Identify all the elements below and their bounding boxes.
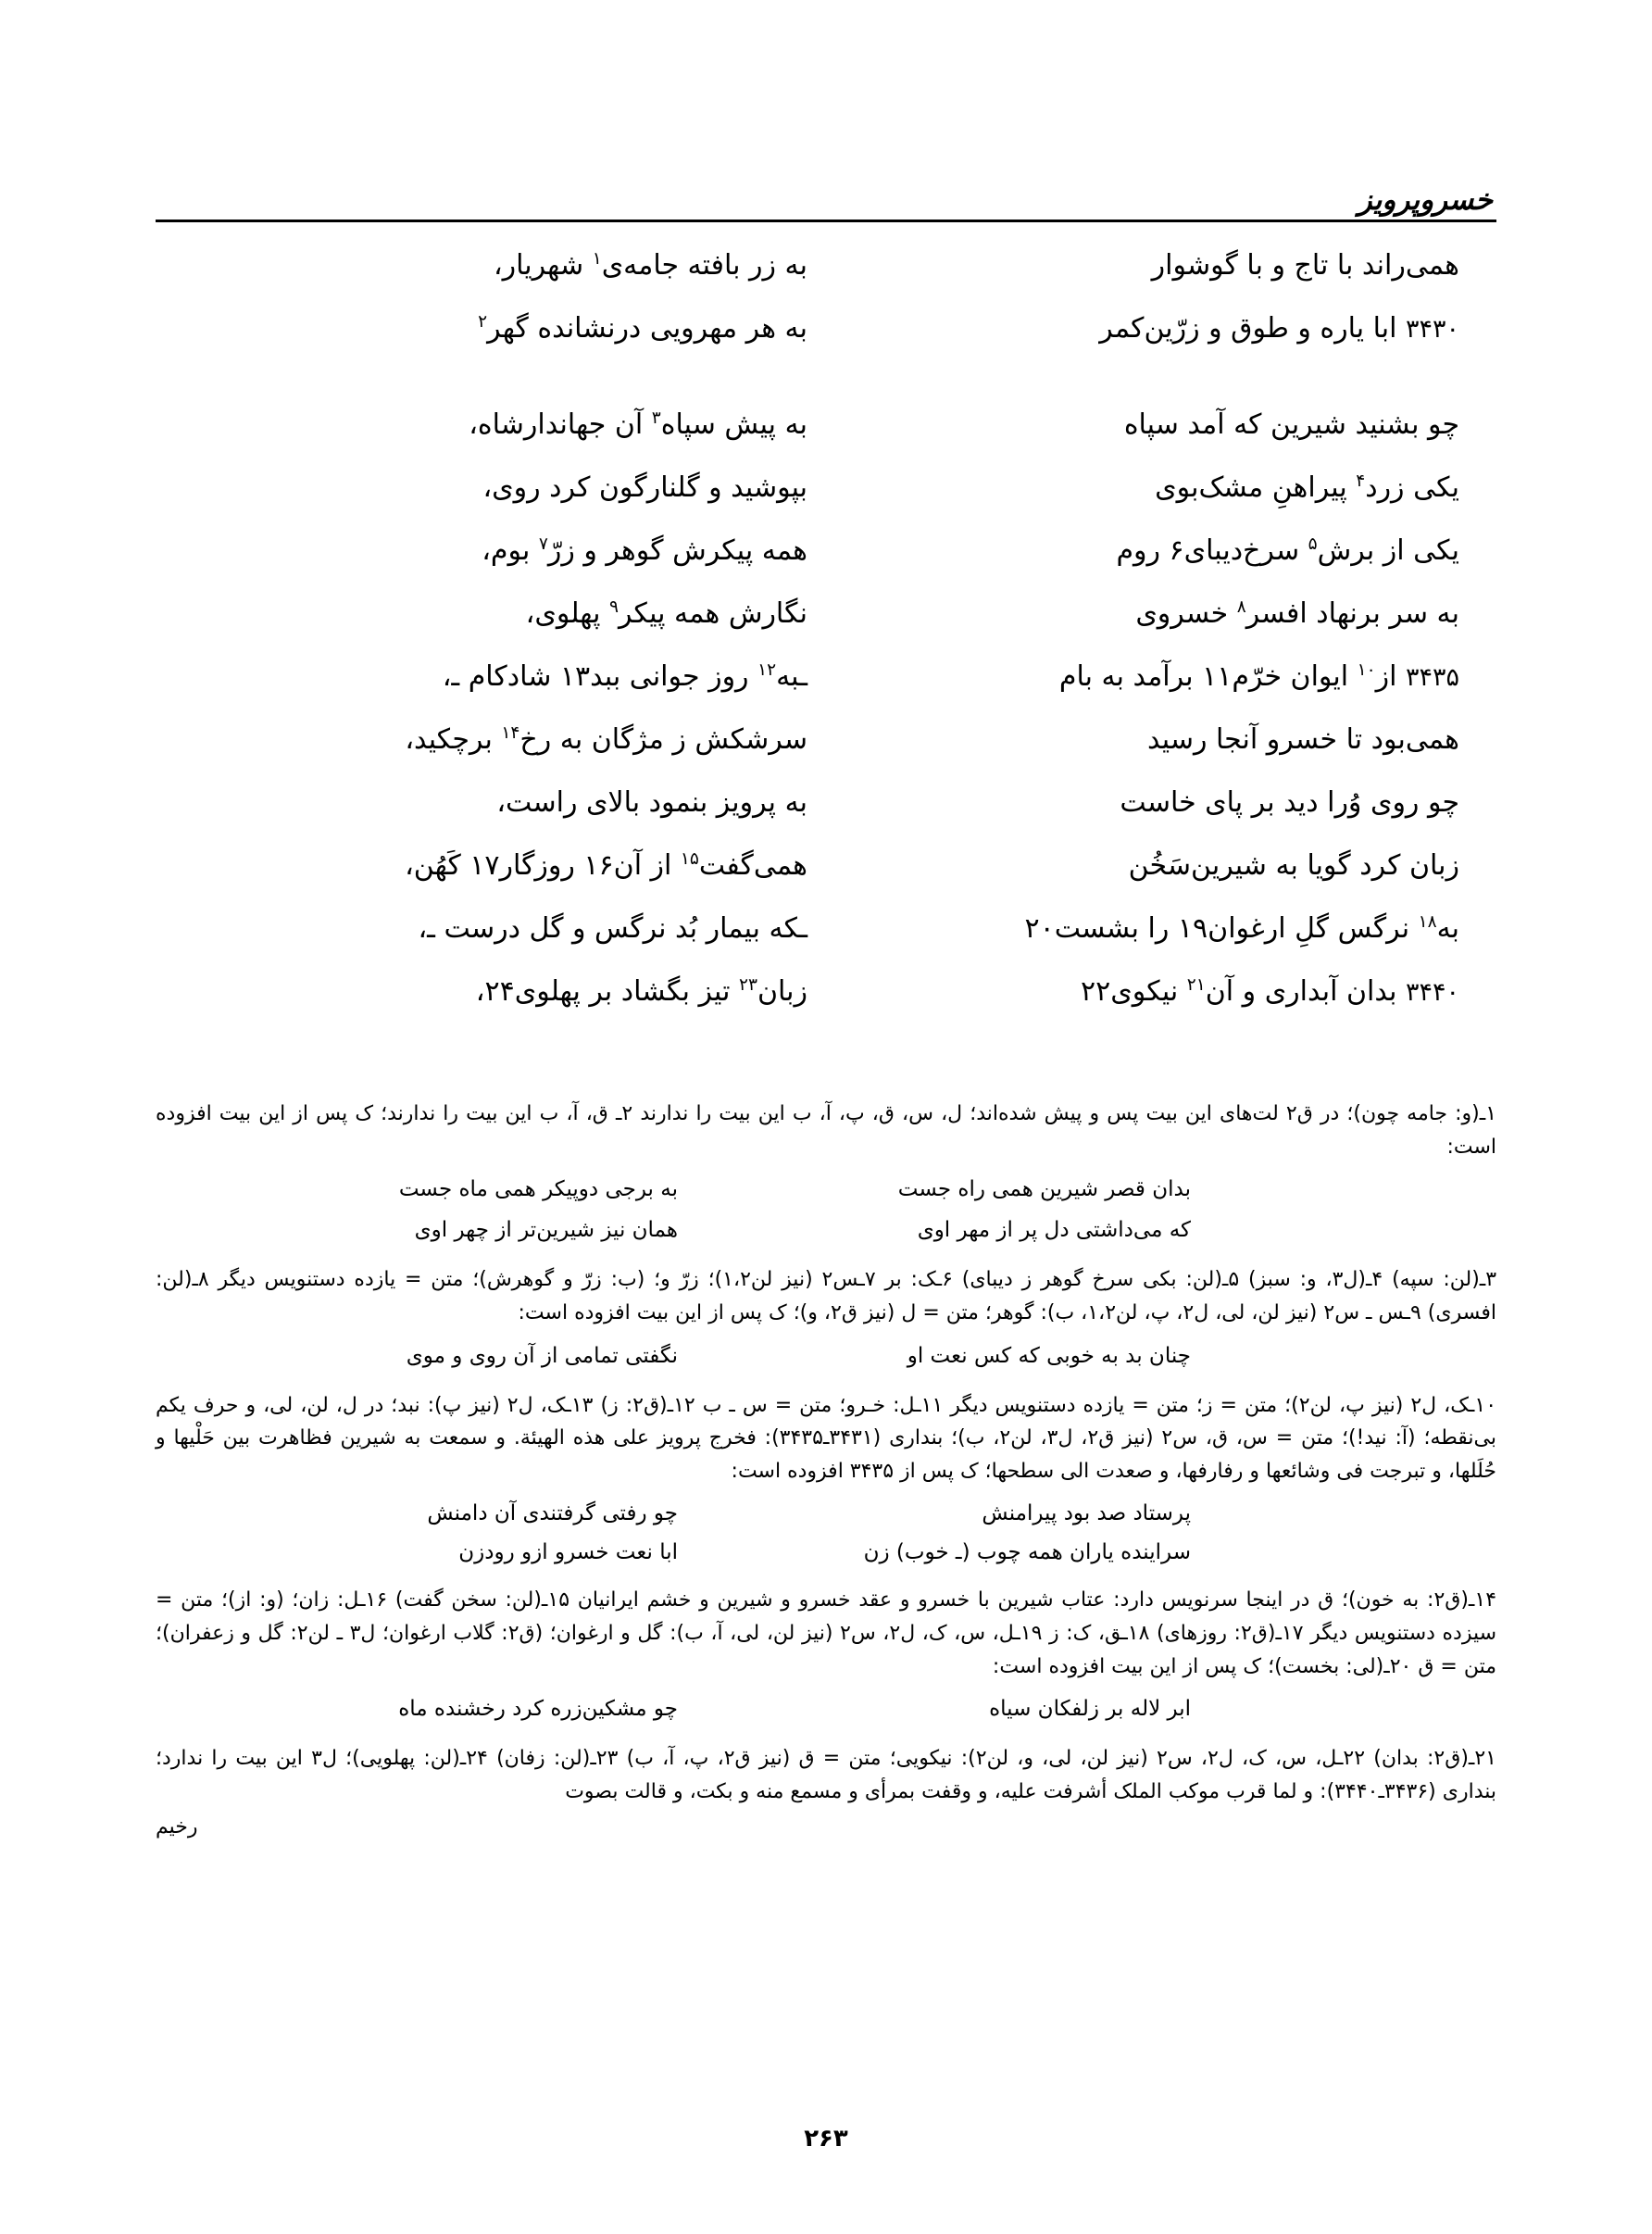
- hemistich-left: [156, 471, 826, 506]
- inset-hemistich-right: که می‌داشتی دل پر از مهر اوی: [917, 1218, 1191, 1243]
- hemistich-right: [826, 722, 1496, 758]
- footnote-paragraph: ۱۰ـک، ل۲ (نیز پ، لن۲)؛ متن = ز؛ متن = یازده دستنویس دیگر ۱۱ـل: خـرو؛ متن = س ـ ب ۱۲ـ(ق۲: ز) ۱۳ـک، ل۲ (نیز پ): نبد؛ در ل، لن، لی، و حرف یکم بی‌نقطه؛ (آ: نید!)؛ متن = س، ق، س۲ (نیز ق۲، ل۳، لن۲، ب)؛ بنداری (۳۴۳۱ـ۳۴۳۵): فخرج پرویز علی هذه الهیئة. و سمعت به شیرین فظاهرت بین حَلْیها و حُلَلها، و تبرجت فی وشائعها و رفارفها، و صعدت الی سطحها؛ ک پس از ۳۴۳۵ افزوده است:: [156, 1393, 1497, 1483]
- footnote-marker: ۴: [1356, 471, 1366, 491]
- inset-couplet-group: [156, 1173, 1496, 1254]
- footnote-marker: ۵: [1308, 534, 1318, 554]
- hemistich-right: [826, 311, 1496, 346]
- hemistich-left-text: نگارش همه پیکر: [618, 597, 807, 630]
- inset-couplet-group: [156, 1692, 1496, 1733]
- verse-line: [156, 596, 1496, 659]
- hemistich-right: [826, 471, 1496, 506]
- verse-line: [156, 722, 1496, 785]
- page-header: [156, 157, 1496, 222]
- footnote-marker: ۲: [478, 312, 488, 332]
- hemistich-left: [156, 659, 826, 695]
- inset-verse-line: [156, 1173, 1496, 1213]
- verse-number: ۳۴۳۰: [1405, 315, 1459, 344]
- inset-verse-line: [156, 1497, 1496, 1536]
- verse-line: [156, 659, 1496, 722]
- hemistich-left-text: همی‌گفت: [698, 849, 807, 882]
- verse-line: [156, 911, 1496, 974]
- hemistich-left-text: ـکه بیمار بُد نرگس و گل درست ـ،: [418, 912, 807, 945]
- inset-verse-line: [156, 1339, 1496, 1380]
- hemistich-right-text: چو روی وُرا دید بر پای خاست: [1120, 786, 1459, 819]
- footnote-marker: ۱۴: [501, 723, 520, 743]
- hemistich-right-tail: خسروی: [1135, 597, 1237, 630]
- hemistich-right: [826, 533, 1496, 569]
- hemistich-right: [826, 596, 1496, 632]
- verse-number: ۳۴۳۵: [1405, 663, 1459, 692]
- hemistich-left-text: همه پیکرش گوهر و زرّ: [547, 534, 807, 567]
- verse-line: [156, 785, 1496, 848]
- hemistich-right-tail: سرخ‌دیبای۶ روم: [1116, 534, 1308, 567]
- hemistich-right: [826, 659, 1496, 695]
- footnote-marker: ۱: [592, 249, 602, 269]
- hemistich-right-tail: ایوان خرّم۱۱ برآمد به بام: [1058, 660, 1358, 693]
- hemistich-left-tail: تیز بگشاد بر پهلوی۲۴،: [475, 975, 739, 1008]
- verse-line: [156, 848, 1496, 911]
- hemistich-left-text: به پیش سپاه: [660, 408, 807, 441]
- hemistich-right-tail: پیراهنِ مشک‌بوی: [1155, 471, 1357, 504]
- hemistich-right-text: یکی از برش: [1317, 534, 1459, 567]
- footnote-paragraph: ۳ـ(لن: سپه) ۴ـ(ل۳، و: سبز) ۵ـ(لن: بکی سرخ گوهر ز دیبای) ۶ـک: بر ۷ـس۲ (نیز لن۱،۲)؛ زرّ و؛ (ب: زرّ و گوهرش)؛ متن = یازده دستنویس دیگر ۸ـ(لن: افسری) ۹ـس ـ س۲ (نیز لن، لی، ل۲، پ، لن۱،۲، ب): گوهر؛ متن = ل (نیز ق۲، و)؛ ک پس از این بیت افزوده است:: [156, 1268, 1497, 1324]
- inset-hemistich-left: نگفتی تمامی از آن روی و موی: [406, 1343, 678, 1368]
- inset-hemistich-left: چو مشکین‌زره کرد رخشنده ماه: [398, 1697, 678, 1722]
- hemistich-right-text: زبان کرد گویا به شیرین‌سَخُن: [1128, 849, 1459, 882]
- inset-hemistich-left: همان نیز شیرین‌تر از چهر اوی: [414, 1218, 678, 1243]
- footnote-paragraph: ۱۴ـ(ق۲: به خون)؛ ق در اینجا سرنویس دارد: عتاب شیرین با خسرو و عقد خسرو و شیرین و خشم ایرانیان ۱۵ـ(لن: سخن گفت) ۱۶ـل: زان؛ (و: از)؛ متن = سیزده دستنویس دیگر ۱۷ـ(ق۲: روزهای) ۱۸ـق، ک: ز ۱۹ـل، س، ک، ل۲، س۲ (نیز لن، لی، آ، ب): گل و ارغوان؛ (ق۲: گلاب ارغوان؛ ل۳ ـ لن۲: گل و زعفران)؛ متن = ق ۲۰ـ(لی: بخست)؛ ک پس از این بیت افزوده است:: [156, 1588, 1497, 1678]
- hemistich-left: [156, 596, 826, 632]
- footnote-apparatus: [156, 1098, 1496, 1845]
- hemistich-left-text: به پرویز بنمود بالای راست،: [496, 786, 807, 819]
- verse-line: [156, 533, 1496, 596]
- hemistich-left: [156, 722, 826, 758]
- footnote-paragraph: ۲۱ـ(ق۲: بدان) ۲۲ـل، س، ک، ل۲، س۲ (نیز لن، لی، و، لن۲): نیکویی؛ متن = ق (نیز ق۲، پ، آ، ب) ۲۳ـ(لن: زفان) ۲۴ـ(لن: پهلویی)؛ ل۳ این بیت را ندارد؛ بنداری (۳۴۳۶ـ۳۴۴۰): و لما قرب موکب الملک أشرفت علیه، و وقفت بمرأی و مسمع منه و بکت، و قالت بصوت: [156, 1747, 1496, 1803]
- hemistich-left-text: ـبه: [776, 660, 807, 693]
- inset-hemistich-left: چو رفتی گرفتندی آن دامنش: [427, 1501, 678, 1526]
- hemistich-right-text: به سر برنهاد افسر: [1245, 597, 1459, 630]
- hemistich-right: [826, 785, 1496, 821]
- inset-hemistich-left: ابا نعت خسرو ازو رودزن: [458, 1540, 678, 1565]
- hemistich-left-text: زبان: [757, 975, 807, 1008]
- hemistich-left-text: به زر بافته جامه‌ی: [601, 249, 807, 282]
- inset-hemistich-right: چنان بد به خوبی که کس نعت او: [907, 1343, 1191, 1368]
- inset-hemistich-right: پرستاد صد بود پیرامنش: [982, 1501, 1191, 1526]
- inset-verse-line: [156, 1536, 1496, 1575]
- hemistich-right-text: همی‌بود تا خسرو آنجا رسید: [1147, 723, 1459, 756]
- footnote-marker: ۱۰: [1357, 660, 1376, 680]
- footnote-paragraph: ۱ـ(و: جامه چون)؛ در ق۲ لت‌های این بیت پس و پیش شده‌اند؛ ل، س، ق، پ، آ، ب این بیت را ندارند ۲ـ ق، آ، ب این بیت را ندارند؛ ک پس از این بیت افزوده است:: [156, 1102, 1497, 1159]
- hemistich-left: [156, 311, 826, 346]
- hemistich-left-text: به هر مهرویی درنشانده گهر: [487, 312, 807, 345]
- hemistich-right-text: به: [1436, 912, 1459, 945]
- hemistich-left: [156, 911, 826, 947]
- inset-couplet-group: [156, 1497, 1496, 1575]
- inset-hemistich-right: سراینده یاران همه چوب (ـ خوب) زن: [863, 1540, 1191, 1565]
- hemistich-right-text: یکی زرد: [1365, 471, 1459, 504]
- footnote-marker: ۲۳: [739, 975, 757, 995]
- verse-line: [156, 974, 1496, 1037]
- inset-verse-line: [156, 1692, 1496, 1733]
- footnote-marker: ۱۵: [680, 849, 699, 869]
- hemistich-right-text: ابا یاره و طوق و زرّین‌کمر: [1099, 312, 1397, 345]
- verse-line: [156, 311, 1496, 374]
- hemistich-left-tail: برچکید،: [405, 723, 502, 756]
- hemistich-left-text: سرشکش ز مژگان به رخ: [519, 723, 807, 756]
- hemistich-left-tail: از آن۱۶ روزگار۱۷ کَهُن،: [405, 849, 681, 882]
- footnote-paragraph-tail: رخیم: [156, 1814, 198, 1839]
- hemistich-right-text: از: [1375, 660, 1397, 693]
- inset-couplet-group: [156, 1339, 1496, 1380]
- footnote-marker: ۸: [1236, 597, 1246, 617]
- footnote-marker: ۲۱: [1186, 975, 1206, 995]
- hemistich-left: [156, 974, 826, 1010]
- verse-line: [156, 471, 1496, 533]
- hemistich-left-tail: روز جوانی ببد۱۳ شادکام ـ،: [442, 660, 758, 693]
- hemistich-left-tail: بوم،: [482, 534, 539, 567]
- verse-line: [156, 408, 1496, 471]
- inset-hemistich-left: به برجی دوپیکر همی ماه جست: [398, 1177, 678, 1202]
- hemistich-left: [156, 533, 826, 569]
- hemistich-right-text: همی‌راند با تاج و با گوشوار: [1151, 249, 1459, 282]
- hemistich-right-tail: نیکوی۲۲: [1081, 975, 1187, 1008]
- stanza: [156, 248, 1496, 374]
- footnote-marker: ۳: [651, 408, 661, 428]
- hemistich-right: [826, 911, 1496, 947]
- hemistich-right-text: بدان آبداری و آن: [1205, 975, 1397, 1008]
- hemistich-right: [826, 974, 1496, 1010]
- verse-line: [156, 248, 1496, 311]
- inset-hemistich-right: بدان قصر شیرین همی راه جست: [897, 1177, 1191, 1202]
- hemistich-left-tail: شهریار،: [493, 249, 593, 282]
- running-head-title: خسروپرویز: [1358, 183, 1493, 217]
- hemistich-left: [156, 248, 826, 283]
- footnote-marker: ۹: [608, 597, 619, 617]
- hemistich-left-tail: آن جهاندارشاه،: [469, 408, 652, 441]
- footnote-marker: ۷: [538, 534, 548, 554]
- footnote-marker: ۱۲: [757, 660, 777, 680]
- hemistich-left: [156, 408, 826, 443]
- hemistich-left-text: بپوشید و گلنارگون کرد روی،: [482, 471, 807, 504]
- footnote-marker: ۱۸: [1418, 912, 1437, 932]
- hemistich-right: [826, 848, 1496, 884]
- header-rule: [156, 220, 1496, 222]
- hemistich-left: [156, 785, 826, 821]
- verse-number: ۳۴۴۰: [1405, 978, 1459, 1007]
- inset-verse-line: [156, 1213, 1496, 1254]
- hemistich-right: [826, 248, 1496, 283]
- hemistich-left: [156, 848, 826, 884]
- inset-hemistich-right: ابر لاله بر زلفکان سیاه: [989, 1697, 1191, 1722]
- page-number: ۲۶۳: [804, 2125, 848, 2152]
- hemistich-right: [826, 408, 1496, 443]
- hemistich-right-tail: نرگس گلِ ارغوان۱۹ را بشست۲۰: [1024, 912, 1419, 945]
- hemistich-right-text: چو بشنید شیرین که آمد سپاه: [1123, 408, 1459, 441]
- hemistich-left-tail: پهلوی،: [525, 597, 609, 630]
- verse-body: [156, 248, 1496, 1071]
- stanza: [156, 408, 1496, 1037]
